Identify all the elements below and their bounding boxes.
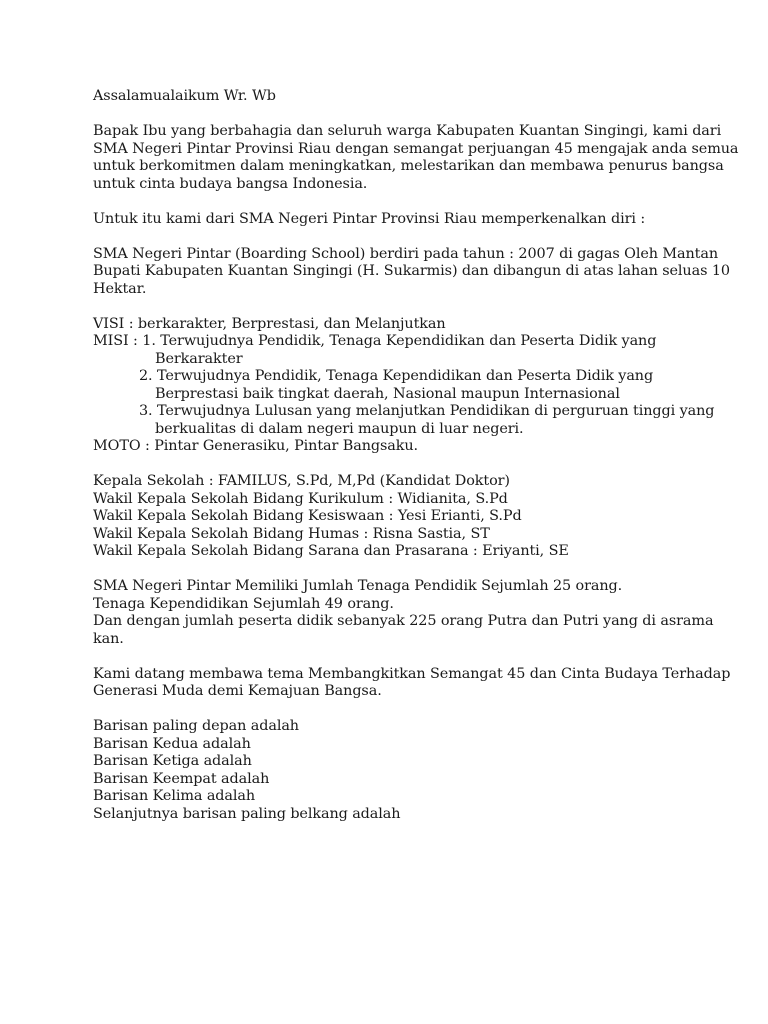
misi-item-2-continuation: Berprestasi baik tingkat daerah, Nasional maupun Internasional — [155, 385, 620, 402]
stats-line: Tenaga Kependidikan Sejumlah 49 orang. — [93, 595, 394, 612]
misi-item-1-continuation: Berkarakter — [155, 350, 243, 367]
stats-line: kan. — [93, 630, 124, 647]
intro-paragraph — [93, 123, 739, 193]
history-line: Hektar. — [93, 280, 147, 297]
row-announcement: Barisan Ketiga adalah — [93, 753, 252, 769]
stats-line: Dan dengan jumlah peserta didik sebanyak 225 orang Putra dan Putri yang di asrama — [93, 613, 714, 629]
introduce-paragraph — [93, 211, 733, 229]
misi-item-3: 3. Terwujudnya Lulusan yang melanjutkan Pendidikan di perguruan tinggi yang — [139, 403, 715, 419]
intro-line: Bapak Ibu yang berbahagia dan seluruh warga Kabupaten Kuantan Singingi, kami dari — [93, 123, 722, 139]
staff-line: Wakil Kepala Sekolah Bidang Kurikulum : Widianita, S.Pd — [93, 490, 508, 507]
greeting-text: Assalamualaikum Wr. Wb — [93, 88, 276, 104]
intro-line: SMA Negeri Pintar Provinsi Riau dengan semangat perjuangan 45 mengajak anda semua — [93, 140, 739, 157]
theme-paragraph — [93, 666, 733, 701]
row-announcement: Barisan Kedua adalah — [93, 735, 251, 752]
introduce-text: Untuk itu kami dari SMA Negeri Pintar Provinsi Riau memperkenalkan diri : — [93, 210, 646, 227]
row-announcement: Barisan paling depan adalah — [93, 718, 299, 734]
staff-line: Wakil Kepala Sekolah Bidang Sarana dan Prasarana : Eriyanti, SE — [93, 543, 569, 559]
intro-line: untuk cinta budaya bangsa Indonesia. — [93, 175, 368, 192]
misi-item-3-continuation: berkualitas di dalam negeri maupun di luar negeri. — [155, 420, 524, 437]
visi-text: VISI : berkarakter, Berprestasi, dan Melanjutkan — [93, 315, 446, 332]
history-line: Bupati Kabupaten Kuantan Singingi (H. Sukarmis) dan dibangun di atas lahan seluas 10 — [93, 263, 730, 279]
stats-line: SMA Negeri Pintar Memiliki Jumlah Tenaga Pendidik Sejumlah 25 orang. — [93, 578, 623, 594]
moto-text: MOTO : Pintar Generasiku, Pintar Bangsaku. — [93, 438, 419, 454]
stats-paragraph — [93, 578, 733, 648]
row-announcement: Barisan Keempat adalah — [93, 770, 270, 787]
history-line: SMA Negeri Pintar (Boarding School) berdiri pada tahun : 2007 di gagas Oleh Mantan — [93, 245, 719, 262]
staff-section — [93, 473, 733, 561]
document-body — [93, 88, 739, 823]
misi-item-2: 2. Terwujudnya Pendidik, Tenaga Kependidikan dan Peserta Didik yang — [139, 368, 654, 384]
greeting-paragraph — [93, 88, 733, 106]
row-announcement: Selanjutnya barisan paling belkang adalah — [93, 805, 401, 822]
row-announcement: Barisan Kelima adalah — [93, 788, 256, 804]
rows-list — [93, 718, 733, 823]
intro-line: untuk berkomitmen dalam meningkatkan, melestarikan dan membawa penurus bangsa — [93, 158, 724, 174]
theme-line: Kami datang membawa tema Membangkitkan Semangat 45 dan Cinta Budaya Terhadap — [93, 665, 731, 682]
staff-line: Wakil Kepala Sekolah Bidang Humas : Risna Sastia, ST — [93, 525, 490, 542]
staff-line: Wakil Kepala Sekolah Bidang Kesiswaan : Yesi Erianti, S.Pd — [93, 508, 522, 524]
history-paragraph — [93, 246, 733, 299]
staff-line: Kepala Sekolah : FAMILUS, S.Pd, M,Pd (Kandidat Doktor) — [93, 473, 510, 489]
misi-item-1: MISI : 1. Terwujudnya Pendidik, Tenaga Kependidikan dan Peserta Didik yang — [93, 333, 657, 349]
theme-line: Generasi Muda demi Kemajuan Bangsa. — [93, 683, 382, 699]
vision-mission-section — [93, 316, 733, 456]
